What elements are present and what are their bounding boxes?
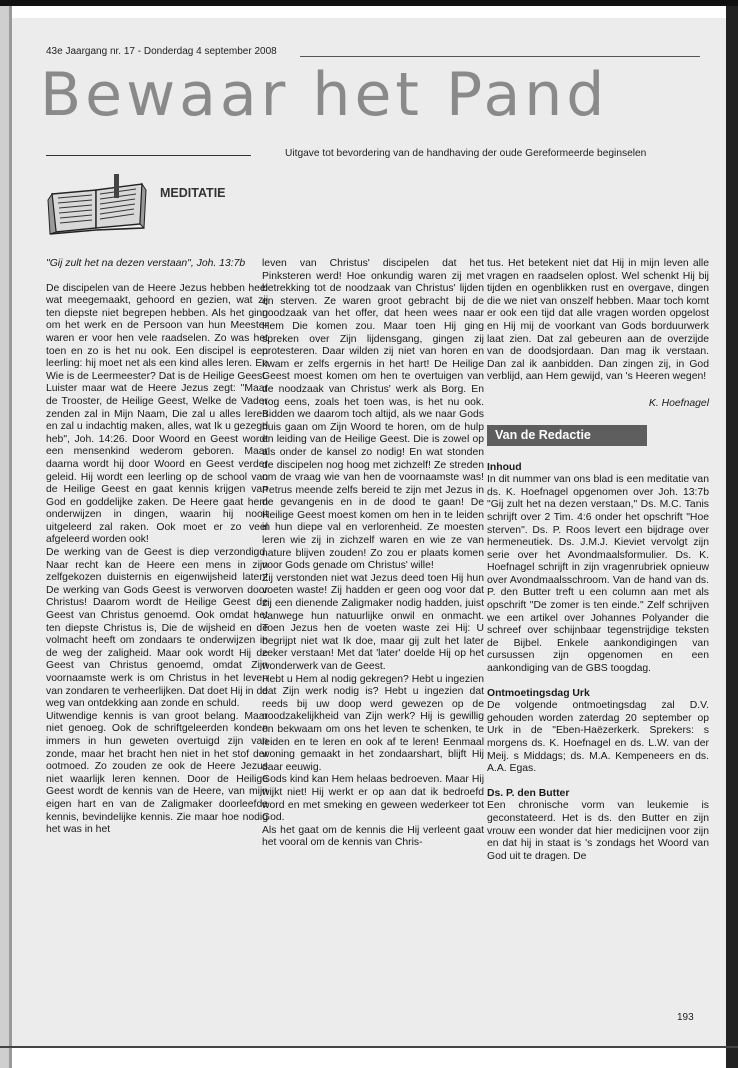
scripture-quote: "Gij zult het na dezen verstaan", Joh. 13:7b bbox=[46, 258, 246, 269]
inhoud-heading: Inhoud bbox=[487, 461, 522, 473]
paragraph: De werking van de Geest is diep verzondigd. Naar recht kan de Heere een mens in zijn zelfgekozen duisternis en eigenwijsheid laten! De werking van Gods Geest is verworven door Christus! Daarom wordt de Heilige Geest de Geest van Christus genoemd. Ook omdat het ten diepste Christus is, Die de wijsheid en de volmacht heeft om zondaars te onderwijzen in de weg der zaligheid. Maar ook wordt Hij de Geest van Christus genoemd, omdat Zijn voornaamste werk is om Christus in het leven van zondaren te verheerlijken. Dat doet Hij in de weg van ontdekking aan zonde en schuld. bbox=[46, 547, 268, 710]
open-bible-icon bbox=[44, 172, 150, 236]
paragraph: Hebt u Hem al nodig gekregen? Hebt u ingezien dat Zijn werk nodig is? Hebt u ingezien dat reeds bij uw doop werd gewezen op de noodzakelijkheid van Zijn werk? Hij is gewillig en bekwaam om ons het leven te schenken, te leiden en te leren en ook af te leren! Eenmaal woning gemaakt in het zondaarshart, blijft Hij daar eeuwig. bbox=[262, 673, 484, 773]
paragraph: leven van Christus' discipelen dat het Pinksteren werd! Hoe onkundig waren zij met betrekking tot de noodzaak van Christus' lijden en sterven. Ze waren groot gebracht bij de noodzaak van het offer, dat heen wees naar Hem Die komen zou. Maar toen Hij ging spreken over Zijn lijdensgang, gingen zij protesteren. Daar wilden zij niet van horen en kwam er zelfs ergernis in het hart! De Heilige Geest moest komen om hen te overtuigen van de noodzaak van Christus' werk als Borg. En nog eens, zoals het toen was, is het nu ook. Bidden we daarom toch altijd, als we naar Gods huis gaan om Zijn Woord te horen, om de hulp en leiding van de Heilige Geest. Die is zowel op als onder de kansel zo nodig! En wat stonden de discipelen nog hoog met zichzelf! Ze streden om de vraag wie van hen de voornaamste was! Petrus meende zelfs bereid te zijn met Jezus in de gevangenis en in de dood te gaan! De Heilige Geest moest komen om hen in te leiden in hun diepe val en verlorenheid. Ze moesten leren wie zij in zichzelf waren en wie ze van nature blijven zouden! Zo zou er plaats komen voor Gods genade om Christus' wille! bbox=[262, 258, 484, 572]
butter-heading: Ds. P. den Butter bbox=[487, 787, 570, 799]
subtitle-rule bbox=[46, 155, 251, 156]
column-3 bbox=[487, 258, 709, 863]
section-label: MEDITATIE bbox=[160, 186, 226, 200]
ontmoeting-text: De volgende ontmoetingsdag zal D.V. gehouden worden zaterdag 20 september op Urk in de "Eben-Haëzerkerk. Sprekers: s morgens ds. K. Hoefnagel en ds. L.W. van der Meij. s Middags; ds. M.A. Kempeneers en ds. A.A. Egas. bbox=[487, 700, 709, 775]
scan-right-edge bbox=[726, 0, 738, 1068]
masthead-title: Bewaar het Pand bbox=[40, 60, 609, 130]
column-2 bbox=[262, 258, 484, 850]
page-number: 193 bbox=[677, 1012, 694, 1023]
paragraph: Gods kind kan Hem helaas bedroeven. Maar Hij wijkt niet! Hij werkt er op aan dat ik bedroefd word en met smeking en geween wederkeer tot God. bbox=[262, 774, 484, 824]
scan-left-fold bbox=[9, 0, 12, 1068]
paragraph: Zij verstonden niet wat Jezus deed toen Hij hun voeten waste! Zij hadden er geen oog voor dat zij een dienende Zaligmaker nodig hadden, juist vanwege hun natuurlijke onwil en onmacht. Toen Jezus hen de voeten waste zei Hij: U begrijpt niet wat Ik doe, maar gij zult het later zeker verstaan! Met dat 'later' doelde Hij op het wonderwerk van de Geest. bbox=[262, 572, 484, 672]
paragraph: tus. Het betekent niet dat Hij in mijn leven alle vragen en raadselen oplost. Wel schenkt Hij bij tijden en ogenblikken rust en overgave, dingen die we niet van onszelf hebben. Maar toch komt er ook een tijd dat alle vragen worden opgelost en Hij mij de voorkant van Gods borduurwerk laat zien. Dat zal gebeuren aan de overzijde van de doodsjordaan. Dan mag ik verstaan. Dan zal ik aanbidden. Dan zingen zij, in God verblijd, aan Hem gewijd, van 's Heeren wegen! bbox=[487, 258, 709, 383]
header-rule bbox=[300, 56, 700, 57]
paragraph: Uitwendige kennis is van groot belang. Maar niet genoeg. Ook de schriftgeleerden konden immers in hun geweten overtuigd zijn van zonde, maar het bracht hen niet in het stof der ootmoed. Zo zouden ze ook de Heere Jezus niet waarlijk leren kennen. Door de Heilige Geest wordt de kennis van de Heere, van mijn eigen hart en van de Zaligmaker doorleefde kennis, bevindelijke kennis. Zie maar hoe nodig het was in het bbox=[46, 710, 268, 836]
paragraph: Als het gaat om de kennis die Hij verleent gaat het vooral om de kennis van Chris- bbox=[262, 824, 484, 849]
author-signature: K. Hoefnagel bbox=[648, 397, 709, 409]
butter-text: Een chronische vorm van leukemie is geconstateerd. Het is ds. den Butter en zijn vrouw een wonder dat hier medicijnen voor zijn en dat hij in staat is 's zondags het Woord van God uit te dragen. De bbox=[487, 800, 709, 862]
scan-top-edge bbox=[0, 0, 738, 6]
ontmoeting-heading: Ontmoetingsdag Urk bbox=[487, 687, 590, 699]
column-1 bbox=[46, 258, 268, 837]
inhoud-text: In dit nummer van ons blad is een meditatie van ds. K. Hoefnagel opgenomen over Joh. 13:7b "Gij zult het na dezen verstaan," Ds. M.C. Tanis schrijft over 2 Tim. 4:6 onder het opschrift "Hoe sterven". Ds. P. Roos levert een bijdrage over hermeneutiek. Ds. J.M.J. Kieviet vervolgt zijn serie over het Avondmaalsformulier. Ds. K. Hoefnagel schrijft in zijn vragenrubriek opnieuw over Avondmaalsschroom. Van de hand van ds. P. den Butter treft u een column aan met als opschrift "De zomer is ten einde." Zelf schrijven we een artikel over Johannes Polyander die schreef over schijnbaar tegenstrijdige teksten de Bijbel. Enkele aankondigingen van cursussen zijn opgenomen en een aankondiging van de GBS toogdag. bbox=[487, 474, 709, 675]
redactie-heading: Van de Redactie bbox=[487, 425, 647, 446]
masthead-subtitle: Uitgave tot bevordering van de handhaving der oude Gereformeerde beginselen bbox=[285, 148, 647, 159]
scan-bottom-edge bbox=[0, 1046, 738, 1048]
issue-line: 43e Jaargang nr. 17 - Donderdag 4 september 2008 bbox=[46, 46, 277, 57]
paragraph: De discipelen van de Heere Jezus hebben heel wat meegemaakt, gehoord en gezien, wat zij ten diepste niet begrepen hebben. Als het ging om het werk en de Persoon van hun Meester waren er voor hen vele raadselen. Zo was het toen en zo is het nu ook. Een discipel is een leerling: hij moet net als een kind alles leren. En Wie is de Leermeester? Dat is de Heilige Geest. Luister maar wat de Heere Jezus zegt: "Maar de Trooster, de Heilige Geest, Welke de Vader zenden zal in Mijn Naam, Die zal u alles leren en zal u indachtig maken, alles, wat Ik u gezegd heb", Joh. 14:26. Door Woord en Geest wordt een mensenkind wederom geboren. Maar daarna wordt hij door Woord en Geest verder geleid. Hij wordt een leerling op de school van de Heilige Geest en gaat kennis krijgen van God en goddelijke zaken. De Heere gaat hem onderwijzen in dingen, waarin hij nooit uitgeleerd zal raken. Ook moet er zo veel afgeleerd worden ook! bbox=[46, 282, 268, 546]
